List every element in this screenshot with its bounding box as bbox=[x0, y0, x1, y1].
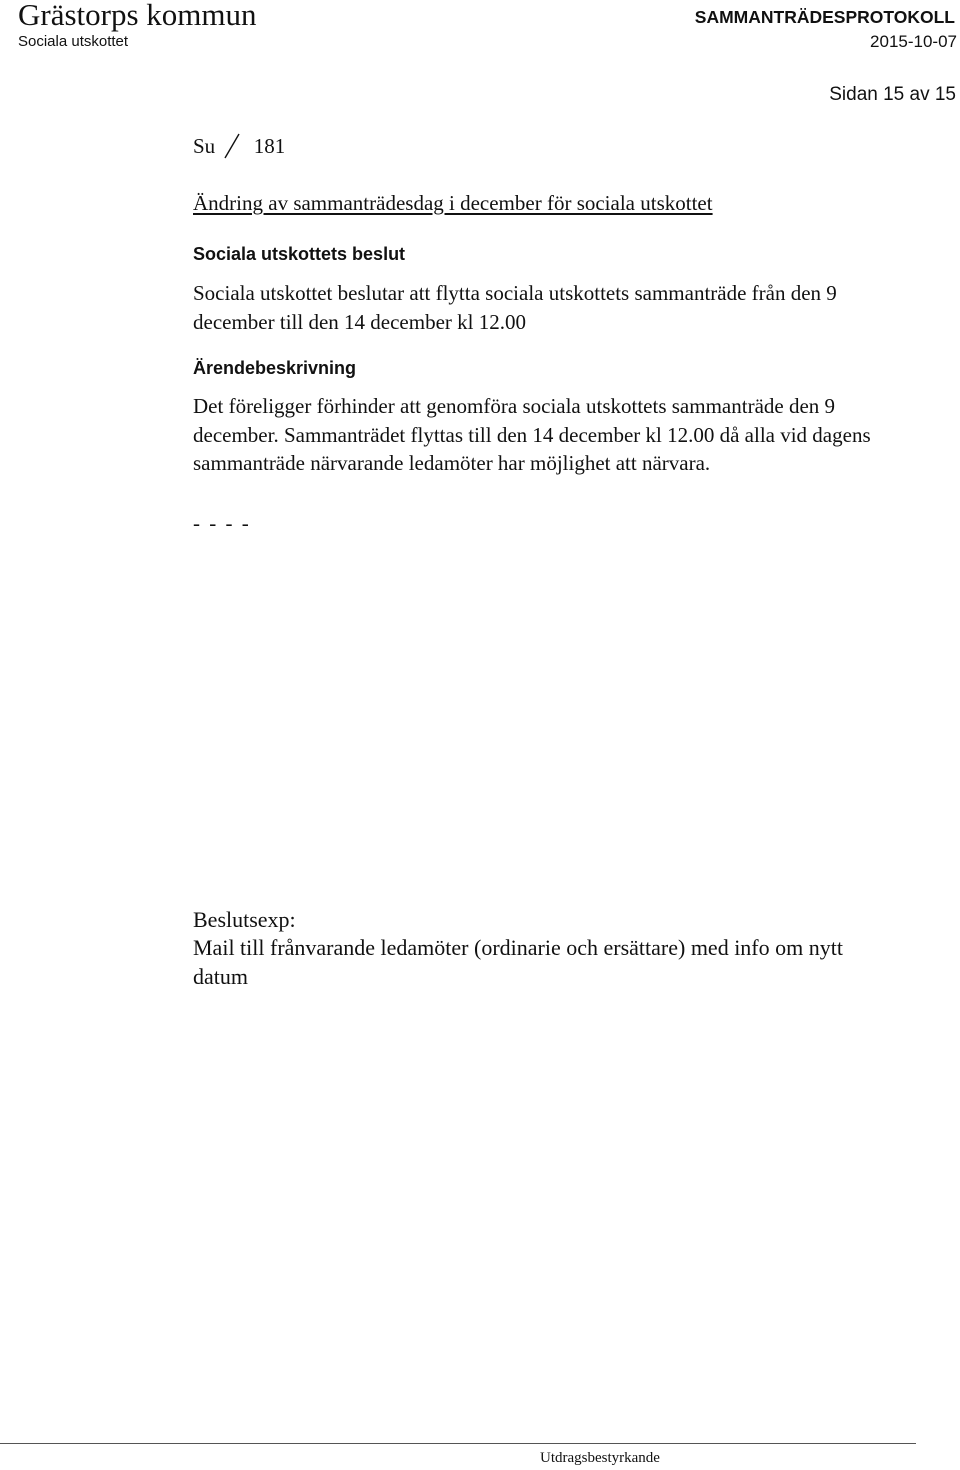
document-type: SAMMANTRÄDESPROTOKOLL bbox=[694, 7, 955, 27]
footer-label: Utdragsbestyrkande bbox=[540, 1450, 660, 1466]
decision-text: Sociala utskottet beslutar att flytta sociala utskottets sammanträde från den 9 december till den 14 december kl 12.00 bbox=[193, 281, 837, 334]
meeting-date: 2015-10-07 bbox=[870, 32, 957, 51]
paragraph-sign-icon bbox=[222, 133, 242, 159]
decision-heading: Sociala utskottets beslut bbox=[193, 244, 406, 264]
municipality-name: Grästorps kommun bbox=[18, 0, 257, 32]
description-heading: Ärendebeskrivning bbox=[193, 358, 357, 378]
description-text: Det föreligger förhinder att genomföra sociala utskottets sammanträde den 9 december. Sammanträdet flyttas till den 14 december kl 12.00 då alla vid dagens sammanträde närvarande ledamöter har möjlighet att närvara. bbox=[193, 394, 871, 475]
footer-divider bbox=[0, 1443, 916, 1444]
committee-name: Sociala utskottet bbox=[18, 33, 129, 50]
section-reference bbox=[193, 133, 285, 159]
dispatch-text: Mail till frånvarande ledamöter (ordinarie och ersättare) med info om nytt datum bbox=[193, 935, 843, 989]
separator-dashes: - - - - bbox=[193, 511, 251, 535]
section-number: 181 bbox=[253, 134, 286, 158]
page-number: Sidan 15 av 15 bbox=[829, 84, 956, 105]
dispatch-heading: Beslutsexp: bbox=[193, 907, 296, 932]
section-prefix: Su bbox=[193, 134, 216, 158]
item-title: Ändring av sammanträdesdag i december för sociala utskottet bbox=[193, 191, 713, 215]
